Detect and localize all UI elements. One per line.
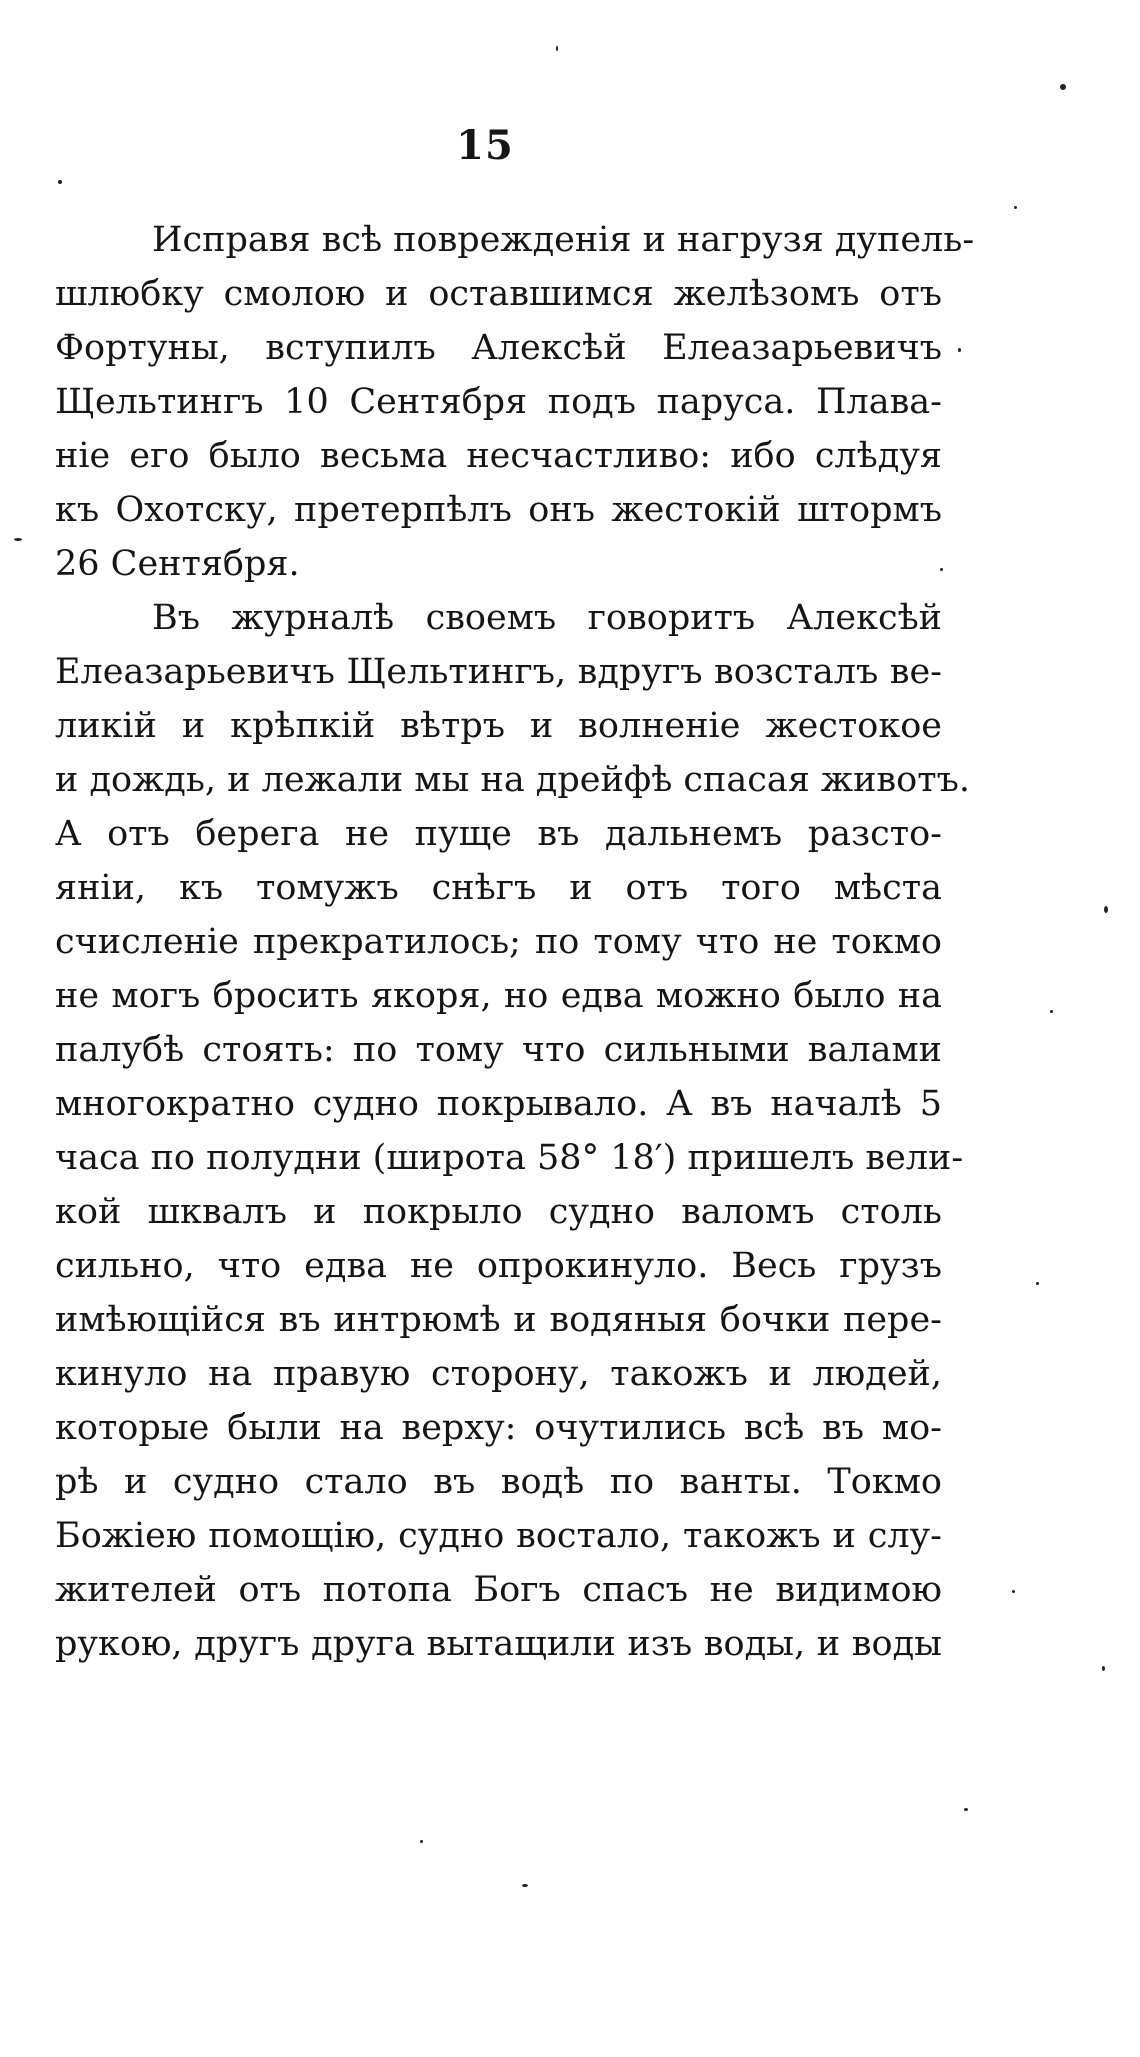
text-line: жителей отъ потопа Богъ спасъ не видимою	[55, 1570, 942, 1610]
text-line: и дождь, и лежали мы на дрейфѣ спасая животъ.	[55, 760, 970, 800]
scan-speck	[958, 348, 961, 352]
text-line: рукою, другъ друга вытащили изъ воды, и воды	[55, 1624, 942, 1664]
text-line: ніе его было весьма несчастливо: ибо слѣдуя	[55, 436, 942, 476]
text-line: имѣющійся въ интрюмѣ и водяныя бочки пере-	[55, 1300, 942, 1340]
text-line: сильно, что едва не опрокинуло. Весь грузъ	[55, 1246, 942, 1286]
scan-speck	[1060, 84, 1066, 90]
text-line: яніи, къ томужъ снѣгъ и отъ того мѣста	[55, 868, 942, 908]
text-line: Елеазарьевичъ Щельтингъ, вдругъ возсталъ ве-	[55, 652, 942, 692]
text-line: рѣ и судно стало въ водѣ по ванты. Токмо	[55, 1462, 942, 1502]
text-line: къ Охотску, претерпѣлъ онъ жестокій штормъ	[55, 490, 942, 530]
text-line: А отъ берега не пуще въ дальнемъ разсто-	[55, 814, 942, 854]
scan-speck	[1014, 206, 1017, 209]
scan-speck	[420, 1840, 423, 1843]
scan-speck	[964, 1808, 968, 1811]
scan-speck	[940, 568, 943, 571]
text-line: 26 Сентября.	[55, 544, 300, 584]
scan-speck	[1012, 1590, 1015, 1593]
text-line: кой шквалъ и покрыло судно валомъ столь	[55, 1192, 942, 1232]
page-number: 15	[456, 122, 514, 169]
text-line: ликій и крѣпкій вѣтръ и волненіе жестокое	[55, 706, 942, 746]
text-line: кинуло на правую сторону, такожъ и людей,	[55, 1354, 942, 1394]
scan-speck	[1102, 1666, 1105, 1671]
scan-speck	[1036, 1282, 1039, 1285]
text-line: Божіею помощію, судно востало, такожъ и слу-	[55, 1516, 942, 1556]
text-line: не могъ бросить якоря, но едва можно было на	[55, 976, 942, 1016]
text-line: Исправя всѣ поврежденія и нагрузя дупель-	[152, 220, 975, 260]
text-line: которые были на верху: очутились всѣ въ мо-	[55, 1408, 942, 1448]
text-line: Щельтингъ 10 Сентября подъ паруса. Плава-	[55, 382, 942, 422]
text-line: часа по полудни (широта 58° 18′) пришелъ вели-	[55, 1138, 964, 1178]
scan-speck	[522, 1884, 528, 1887]
text-line: палубѣ стоять: по тому что сильными валами	[55, 1030, 942, 1070]
scan-speck	[1050, 1010, 1053, 1013]
scan-speck	[14, 538, 22, 541]
text-line: многократно судно покрывало. А въ началѣ 5	[55, 1084, 942, 1124]
text-line: шлюбку смолою и оставшимся желѣзомъ отъ	[55, 274, 942, 314]
scan-speck	[556, 46, 558, 51]
text-line: Фортуны, вступилъ Алексѣй Елеазарьевичъ	[55, 328, 942, 368]
text-line: Въ журналѣ своемъ говоритъ Алексѣй	[152, 598, 942, 638]
scan-speck	[1104, 906, 1108, 913]
scan-speck	[58, 180, 62, 184]
text-line: счисленіе прекратилось; по тому что не токмо	[55, 922, 942, 962]
